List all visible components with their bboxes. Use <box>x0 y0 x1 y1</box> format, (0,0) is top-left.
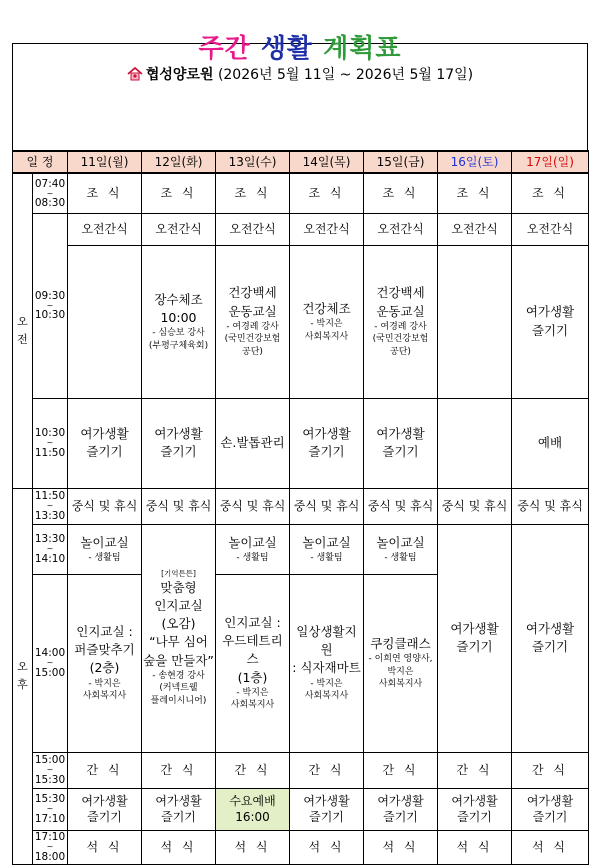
sat-evening: 여가생활 즐기기 <box>438 788 512 830</box>
day-thu: 14일(목) <box>290 151 364 173</box>
program-title: 건강백세 <box>228 285 277 301</box>
title-word-1: 주간 <box>198 34 251 64</box>
dinner-cell: 석 식 <box>68 830 142 864</box>
mon-afternoon: 인지교실 : 퍼즐맞추기 (2층) - 박지은 사회복지사 <box>68 574 142 752</box>
snack-am-cell: 오전간식 <box>290 214 363 246</box>
page-title <box>0 28 600 65</box>
instructor: - 여경례 강사 <box>374 321 427 332</box>
dinner-cell: 석 식 <box>512 830 589 864</box>
day-sun: 17일(일) <box>512 151 589 173</box>
program-title: 건강백세 <box>376 285 425 301</box>
snack-pm-cell: 간 식 <box>142 752 216 788</box>
thu-late-morning: 여가생활 즐기기 <box>290 398 364 488</box>
row-lunch <box>13 488 589 524</box>
sat-late-morning <box>438 398 512 488</box>
program-title: 장수체조 <box>154 291 203 307</box>
instructor: - 박지은 <box>310 318 343 329</box>
mon-play-class: 놀이교실 - 생활팀 <box>68 524 142 574</box>
wed-morning <box>216 213 290 398</box>
snack-am-cell: 오전간식 <box>68 214 141 246</box>
dinner-cell: 석 식 <box>290 830 364 864</box>
program-title-2: 운동교실 <box>376 303 425 319</box>
snack-am-cell: 오전간식 <box>512 214 588 246</box>
breakfast-cell: 조 식 <box>68 173 142 213</box>
subtitle <box>0 64 600 84</box>
program-title: 건강체조 <box>302 300 351 316</box>
time-cell: 11:50 ~ 13:30 <box>33 488 68 524</box>
lunch-cell: 중식 및 휴식 <box>216 488 290 524</box>
thu-play-class: 놀이교실 - 생활팀 <box>290 524 364 574</box>
fri-play-class: 놀이교실 - 생활팀 <box>364 524 438 574</box>
mon-late-morning: 여가생활 즐기기 <box>68 398 142 488</box>
time-cell: 10:30 ~ 11:50 <box>33 398 68 488</box>
row-breakfast <box>13 173 589 213</box>
dinner-cell: 석 식 <box>364 830 438 864</box>
breakfast-cell: 조 식 <box>216 173 290 213</box>
row-early-afternoon <box>13 524 589 574</box>
lunch-cell: 중식 및 휴식 <box>512 488 589 524</box>
tue-evening: 여가생활 즐기기 <box>142 788 216 830</box>
schedule-period: (2026년 5월 11일 ~ 2026년 5월 17일) <box>217 67 474 83</box>
snack-pm-cell: 간 식 <box>68 752 142 788</box>
sat-morning <box>438 213 512 398</box>
row-dinner <box>13 830 589 864</box>
organization-2: 공단) <box>390 346 411 357</box>
organization: (부평구체육회) <box>148 340 209 351</box>
organization-2: 공단) <box>242 346 263 357</box>
snack-pm-cell: 간 식 <box>216 752 290 788</box>
time-cell: 07:40 ~ 08:30 <box>33 173 68 213</box>
day-mon: 11일(월) <box>68 151 142 173</box>
lunch-cell: 중식 및 휴식 <box>290 488 364 524</box>
program-title-2: 운동교실 <box>228 303 277 319</box>
breakfast-cell: 조 식 <box>142 173 216 213</box>
snack-am-cell: 오전간식 <box>364 214 437 246</box>
day-fri: 15일(금) <box>364 151 438 173</box>
period-am: 오 전 <box>13 173 33 488</box>
organization: (국민건강보험 <box>372 334 429 345</box>
tue-late-morning: 여가생활 즐기기 <box>142 398 216 488</box>
lunch-cell: 중식 및 휴식 <box>438 488 512 524</box>
leisure-line-1: 여가생활 <box>525 304 575 320</box>
snack-pm-cell: 간 식 <box>364 752 438 788</box>
time-cell: 17:10 ~ 18:00 <box>33 830 68 864</box>
title-word-3: 계획표 <box>323 34 402 64</box>
time-cell: 09:30 ~ 10:30 <box>33 213 68 398</box>
home-logo-icon <box>127 67 143 81</box>
time-cell: 15:00 ~ 15:30 <box>33 752 68 788</box>
instructor: - 여경례 강사 <box>226 321 279 332</box>
lunch-cell: 중식 및 휴식 <box>364 488 438 524</box>
row-late-afternoon <box>13 788 589 830</box>
fri-morning <box>364 213 438 398</box>
tue-morning <box>142 213 216 398</box>
header-row <box>13 151 589 173</box>
row-late-morning <box>13 398 589 488</box>
sun-afternoon: 여가생활 즐기기 <box>512 524 589 752</box>
instructor: - 심승보 강사 <box>152 328 205 339</box>
snack-pm-cell: 간 식 <box>512 752 589 788</box>
fri-evening: 여가생활 즐기기 <box>364 788 438 830</box>
sun-evening: 여가생활 즐기기 <box>512 788 589 830</box>
breakfast-cell: 조 식 <box>438 173 512 213</box>
day-tue: 12일(화) <box>142 151 216 173</box>
mon-morning <box>68 213 142 398</box>
time-cell: 14:00 ~ 15:00 <box>33 574 68 752</box>
breakfast-cell: 조 식 <box>512 173 589 213</box>
snack-am-cell: 오전간식 <box>216 214 289 246</box>
thu-morning <box>290 213 364 398</box>
snack-pm-cell: 간 식 <box>290 752 364 788</box>
thu-evening: 여가생활 즐기기 <box>290 788 364 830</box>
title-word-2: 생활 <box>260 34 314 64</box>
fri-late-morning: 여가생활 즐기기 <box>364 398 438 488</box>
tue-afternoon: [기억튼튼] 맞춤형 인지교실 (오감) “나무 심어 숲을 만들자” - 송현경 강사 (커넥트웰 플레이시니어) <box>142 524 216 752</box>
dinner-cell: 석 식 <box>438 830 512 864</box>
sun-morning <box>512 213 589 398</box>
breakfast-cell: 조 식 <box>364 173 438 213</box>
lunch-cell: 중식 및 휴식 <box>142 488 216 524</box>
organization: (국민건강보험 <box>224 334 281 345</box>
corner-cell: 일 정 <box>13 151 68 173</box>
fri-afternoon: 쿠킹클래스 - 이희연 영양사, 박지은 사회복지사 <box>364 574 438 752</box>
weekly-schedule-table <box>12 150 589 865</box>
time-cell: 13:30 ~ 14:10 <box>33 524 68 574</box>
period-pm: 오 후 <box>13 488 33 864</box>
snack-pm-cell: 간 식 <box>438 752 512 788</box>
dinner-cell: 석 식 <box>216 830 290 864</box>
program-time: 10:00 <box>160 309 197 325</box>
wed-late-morning: 손.발톱관리 <box>216 398 290 488</box>
row-morning <box>13 213 589 398</box>
time-cell: 15:30 ~ 17:10 <box>33 788 68 830</box>
wed-evening-worship: 수요예배 16:00 <box>216 788 290 830</box>
row-snack-pm <box>13 752 589 788</box>
wed-play-class: 놀이교실 - 생활팀 <box>216 524 290 574</box>
program-tag: [기억튼튼] <box>161 568 196 578</box>
sun-late-morning: 예배 <box>512 398 589 488</box>
thu-afternoon: 일상생활지원 : 식자재마트 - 박지은 사회복지사 <box>290 574 364 752</box>
snack-am-cell: 오전간식 <box>438 214 511 246</box>
day-wed: 13일(수) <box>216 151 290 173</box>
wed-afternoon: 인지교실 : 우드테트리스 (1층) - 박지은 사회복지사 <box>216 574 290 752</box>
dinner-cell: 석 식 <box>142 830 216 864</box>
lunch-cell: 중식 및 휴식 <box>68 488 142 524</box>
breakfast-cell: 조 식 <box>290 173 364 213</box>
mon-evening: 여가생활 즐기기 <box>68 788 142 830</box>
snack-am-cell: 오전간식 <box>142 214 215 246</box>
leisure-line-2: 즐기기 <box>531 322 569 338</box>
instructor-role: 사회복지사 <box>304 331 349 342</box>
org-name: 협성양로원 <box>145 67 214 83</box>
sat-afternoon: 여가생활 즐기기 <box>438 524 512 752</box>
day-sat: 16일(토) <box>438 151 512 173</box>
